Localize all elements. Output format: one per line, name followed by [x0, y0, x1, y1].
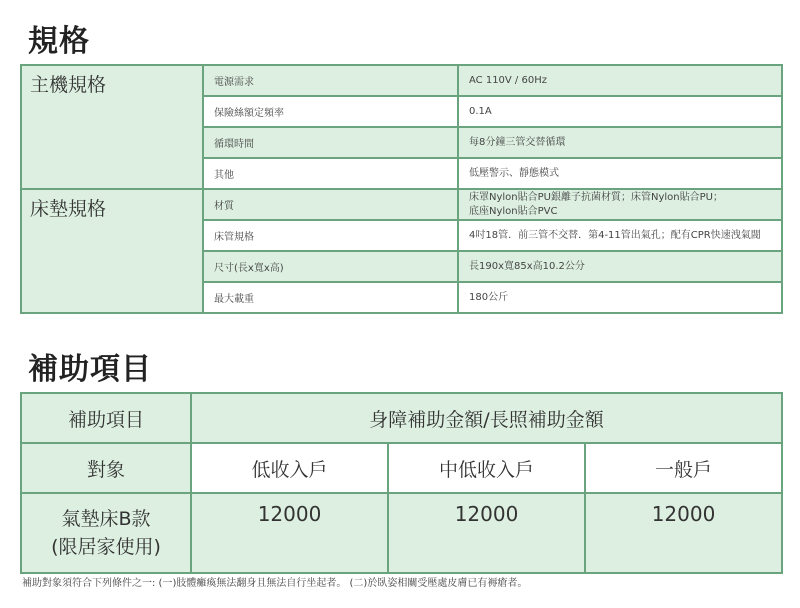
target-general: 一般戶 — [585, 443, 782, 493]
spec-value: AC 110V / 60Hz — [458, 65, 782, 96]
item-name-note: (限居家使用) — [51, 536, 161, 558]
subsidy-header-amount: 身障補助金額/長照補助金額 — [191, 393, 782, 443]
spec-category-host: 主機規格 — [21, 65, 203, 189]
spec-value-material — [458, 189, 782, 220]
spec-category-mattress: 床墊規格 — [21, 189, 203, 313]
amount-mid-low-income: 12000 — [388, 493, 585, 573]
spec-value-line: 底座Nylon貼合PVC — [469, 205, 558, 217]
spec-table — [20, 64, 783, 314]
spec-value: 4吋18管．前三管不交替．第4-11管出氣孔；配有CPR快速洩氣閥 — [458, 220, 782, 251]
spec-value: 長190x寬85x高10.2公分 — [458, 251, 782, 282]
spec-key: 床管規格 — [203, 220, 458, 251]
spec-key: 循環時間 — [203, 127, 458, 158]
subsidy-target-label: 對象 — [21, 443, 191, 493]
item-name-line: 氣墊床B款 — [61, 508, 151, 530]
spec-value: 每8分鐘三管交替循環 — [458, 127, 782, 158]
spec-value: 低壓警示、靜態模式 — [458, 158, 782, 189]
amount-general: 12000 — [585, 493, 782, 573]
target-mid-low-income: 中低收入戶 — [388, 443, 585, 493]
target-low-income: 低收入戶 — [191, 443, 388, 493]
spec-key: 電源需求 — [203, 65, 458, 96]
spec-value: 0.1A — [458, 96, 782, 127]
spec-key: 其他 — [203, 158, 458, 189]
spec-section-title: 規格 — [28, 24, 90, 59]
footnote: 補助對象須符合下列條件之一: (一)肢體癱瘓無法翻身且無法自行坐起者。 (二)於臥姿相關受壓處皮膚已有褥瘡者。 — [22, 578, 528, 589]
spec-key: 材質 — [203, 189, 458, 220]
spec-key: 保險絲額定頻率 — [203, 96, 458, 127]
subsidy-item-name — [21, 493, 191, 573]
amount-low-income: 12000 — [191, 493, 388, 573]
spec-key: 最大載重 — [203, 282, 458, 313]
subsidy-table — [20, 392, 783, 574]
spec-value-line: 床罩Nylon貼合PU銀離子抗菌材質；床管Nylon貼合PU； — [469, 191, 723, 203]
spec-key: 尺寸(長x寬x高) — [203, 251, 458, 282]
subsidy-section-title: 補助項目 — [28, 352, 152, 387]
subsidy-header-item: 補助項目 — [21, 393, 191, 443]
spec-value: 180公斤 — [458, 282, 782, 313]
